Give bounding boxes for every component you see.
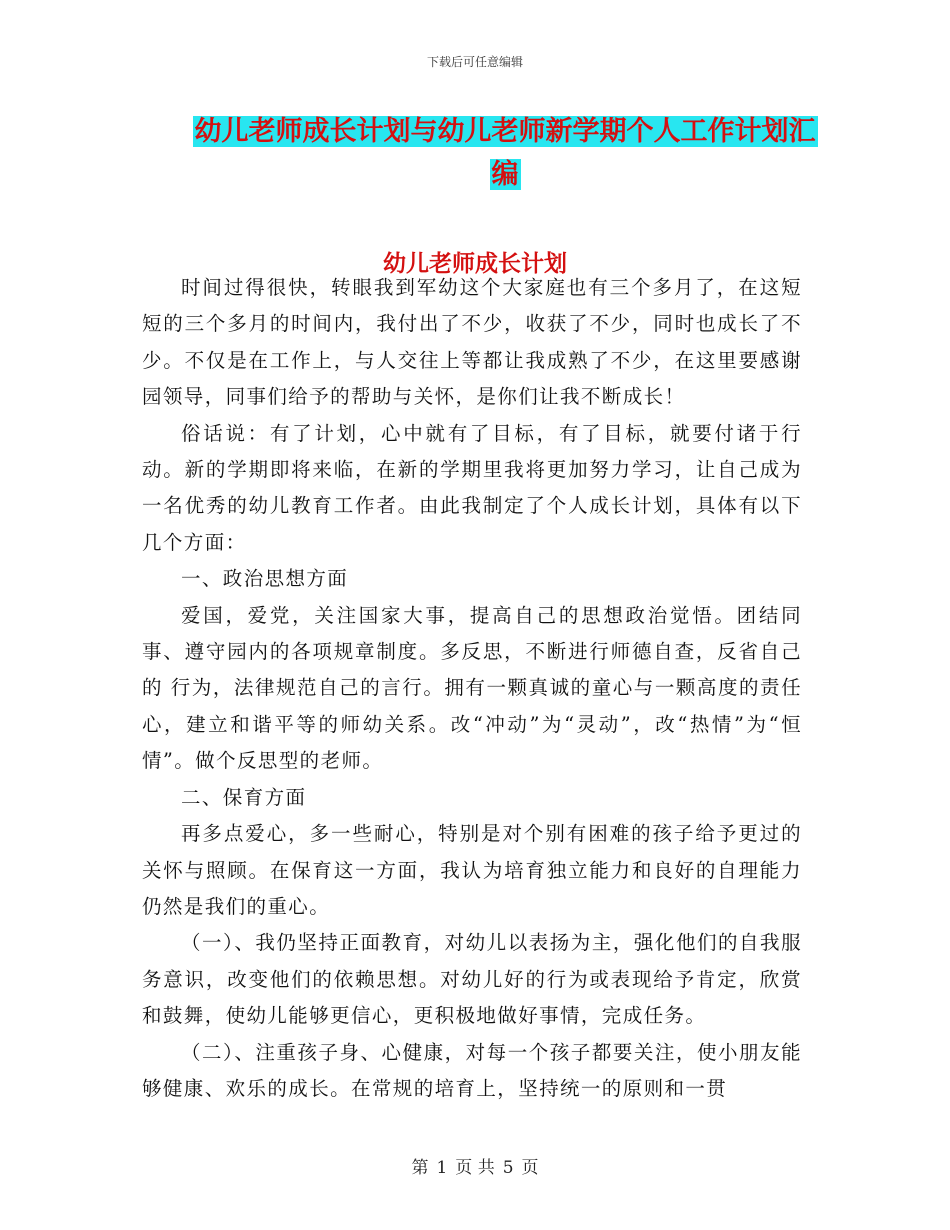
paragraph-6: （二）、注重孩子身、心健康，对每一个孩子都要关注，使小朋友能够健康、欢乐的成长。在常规的培育上，坚持统一的原则和一贯	[142, 1040, 802, 1100]
footer-total-pages: 5	[502, 1158, 514, 1178]
page-footer	[0, 1153, 950, 1178]
paragraph-3: 爱国，爱党，关注国家大事，提高自己的思想政治觉悟。团结同事、遵守园内的各项规章制度。多反思，不断进行师德自查，反省自己的 行为，法律规范自己的言行。拥有一颗真诚的童心与一颗高度的责任心，建立和谐平等的师幼关系。改“冲动”为“灵动”，改“热情”为“恒情”。做个反思型的老师。	[142, 603, 802, 773]
paragraph-4: 再多点爱心，多一些耐心，特别是对个别有困难的孩子给予更过的关怀与照顾。在保育这一方面，我认为培育独立能力和良好的自理能力仍然是我们的重心。	[142, 822, 802, 918]
subheading-politics: 一、政治思想方面	[181, 567, 349, 591]
section-title: 幼儿老师成长计划	[383, 250, 567, 277]
document-body	[142, 270, 802, 1107]
document-title-text: 幼儿老师成长计划与幼儿老师新学期个人工作计划汇编	[194, 116, 816, 190]
paragraph-2: 俗话说：有了计划，心中就有了目标，有了目标，就要付诸于行动。新的学期即将来临，在新的学期里我将更加努力学习，让自己成为一名优秀的幼儿教育工作者。由此我制定了个人成长计划，具体有以下几个方面：	[142, 421, 802, 554]
footer-middle: 页 共	[455, 1158, 495, 1178]
document-title	[185, 110, 825, 196]
paragraph-1: 时间过得很快，转眼我到军幼这个大家庭也有三个多月了，在这短短的三个多月的时间内，我付出了不少，收获了不少，同时也成长了不少。不仅是在工作上，与人交往上等都让我成熟了不少，在这里要感谢园领导，同事们给予的帮助与关怀，是你们让我不断成长！	[142, 276, 802, 409]
footer-prefix: 第	[411, 1158, 429, 1178]
header-note: 下载后可任意编辑	[426, 55, 523, 69]
footer-page-number: 1	[436, 1158, 448, 1178]
subheading-care: 二、保育方面	[181, 785, 307, 809]
footer-suffix: 页	[521, 1158, 539, 1178]
paragraph-5: （一）、我仍坚持正面教育，对幼儿以表扬为主，强化他们的自我服务意识，改变他们的依赖思想。对幼儿好的行为或表现给予肯定，欣赏和鼓舞，使幼儿能够更信心，更积极地做好事情，完成任务。	[142, 931, 802, 1028]
